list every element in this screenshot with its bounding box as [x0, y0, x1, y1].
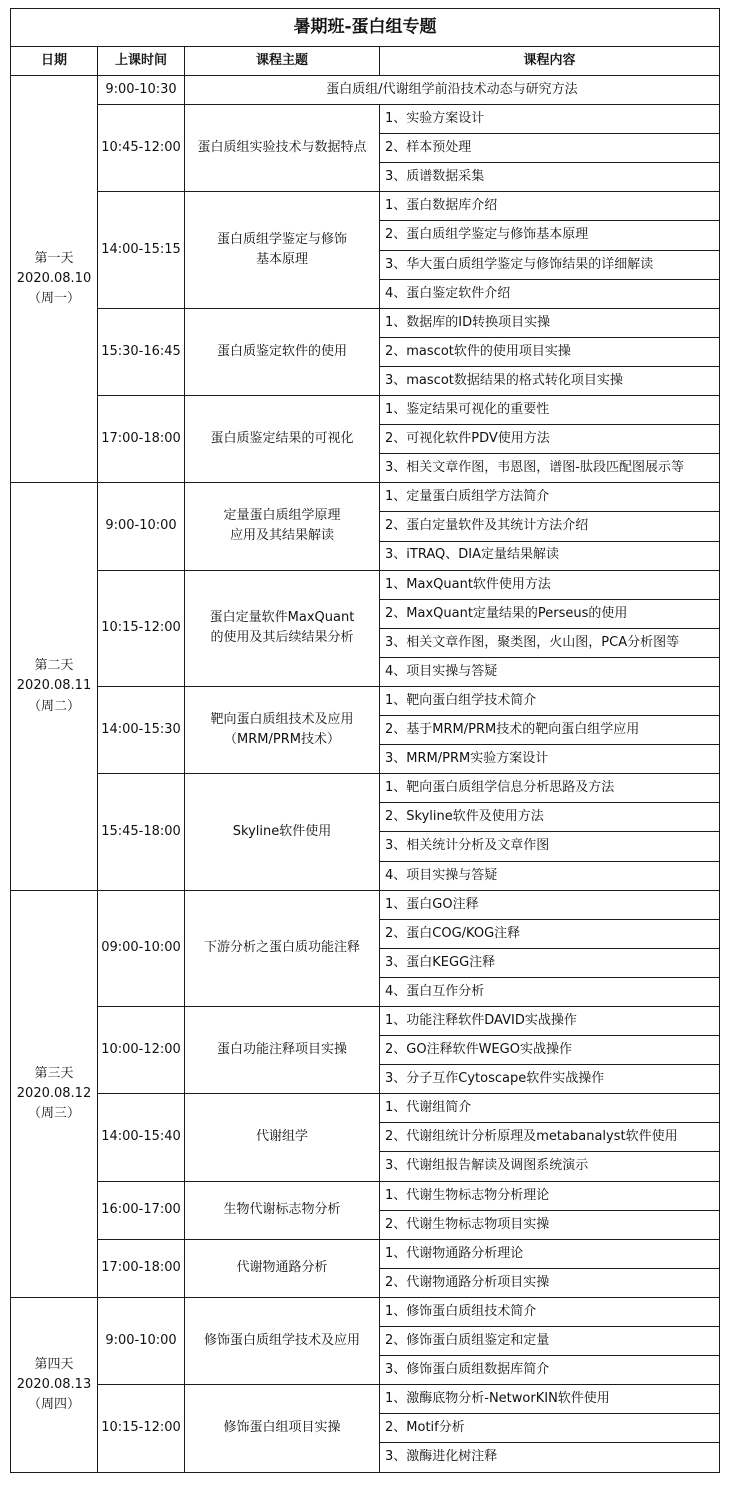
topic-line: 应用及其结果解读 [229, 528, 334, 544]
day-date: 2020.08.11 [16, 678, 92, 694]
session-topic [185, 192, 380, 308]
topic-line: （MRM/PRM技术） [224, 732, 340, 748]
content-item: 4、蛋白鉴定软件介绍 [380, 279, 720, 308]
day-weekday: （周一） [27, 291, 80, 307]
session-time: 9:00-10:30 [98, 76, 185, 105]
session-topic [185, 1181, 380, 1239]
session-time: 14:00-15:40 [98, 1094, 185, 1181]
content-item: 1、代谢物通路分析理论 [380, 1239, 720, 1268]
session-time: 9:00-10:00 [98, 483, 185, 570]
content-item: 2、MaxQuant定量结果的Perseus的使用 [380, 599, 720, 628]
content-item: 1、代谢组简介 [380, 1094, 720, 1123]
content-item: 2、样本预处理 [380, 134, 720, 163]
session-topic [185, 105, 380, 192]
session-time: 15:45-18:00 [98, 774, 185, 890]
content-item: 2、蛋白质组学鉴定与修饰基本原理 [380, 221, 720, 250]
content-item: 3、华大蛋白质组学鉴定与修饰结果的详细解读 [380, 250, 720, 279]
table-row [11, 686, 720, 715]
schedule-table [10, 8, 720, 1473]
content-item: 1、代谢生物标志物分析理论 [380, 1181, 720, 1210]
table-row [11, 1297, 720, 1326]
header-date: 日期 [11, 47, 98, 76]
day-weekday: （周二） [27, 698, 80, 714]
day-weekday: （周四） [27, 1396, 80, 1412]
topic-line: 的使用及其后续结果分析 [210, 630, 354, 646]
session-topic [185, 1385, 380, 1472]
table-row [11, 483, 720, 512]
content-item: 4、蛋白互作分析 [380, 977, 720, 1006]
session-time: 9:00-10:00 [98, 1297, 185, 1384]
table-row [11, 570, 720, 599]
content-item: 1、靶向蛋白组学技术简介 [380, 686, 720, 715]
table-row [11, 105, 720, 134]
session-time: 10:45-12:00 [98, 105, 185, 192]
session-overview [185, 76, 720, 105]
session-time: 14:00-15:15 [98, 192, 185, 308]
session-time: 15:30-16:45 [98, 308, 185, 395]
content-item: 1、靶向蛋白质组学信息分析思路及方法 [380, 774, 720, 803]
content-item: 1、MaxQuant软件使用方法 [380, 570, 720, 599]
topic-line: 蛋白质组实验技术与数据特点 [197, 140, 367, 156]
day-date: 2020.08.13 [16, 1376, 92, 1392]
content-item: 2、代谢组统计分析原理及metabanalyst软件使用 [380, 1123, 720, 1152]
table-row [11, 1007, 720, 1036]
topic-line: 代谢物通路分析 [236, 1260, 328, 1276]
content-item: 3、mascot数据结果的格式转化项目实操 [380, 366, 720, 395]
content-item: 3、相关文章作图，聚类图，火山图，PCA分析图等 [380, 628, 720, 657]
topic-line: 靶向蛋白质组技术及应用 [210, 711, 354, 727]
session-topic [185, 1007, 380, 1094]
topic-line: 蛋白质组/代谢组学前沿技术动态与研究方法 [326, 81, 578, 97]
session-topic [185, 396, 380, 483]
header-time: 上课时间 [98, 47, 185, 76]
table-row [11, 192, 720, 221]
table-row [11, 396, 720, 425]
topic-line: 基本原理 [255, 252, 308, 268]
topic-line: 定量蛋白质组学原理 [223, 508, 341, 524]
content-item: 3、激酶进化树注释 [380, 1443, 720, 1472]
session-topic [185, 570, 380, 686]
session-time: 17:00-18:00 [98, 1239, 185, 1297]
content-item: 2、代谢生物标志物项目实操 [380, 1210, 720, 1239]
table-row [11, 1094, 720, 1123]
title-row [11, 9, 720, 47]
content-item: 4、项目实操与答疑 [380, 861, 720, 890]
content-item: 3、相关统计分析及文章作图 [380, 832, 720, 861]
content-item: 3、相关文章作图，韦恩图，谱图-肽段匹配图展示等 [380, 454, 720, 483]
content-item: 2、mascot软件的使用项目实操 [380, 337, 720, 366]
session-time: 10:15-12:00 [98, 570, 185, 686]
content-item: 2、蛋白定量软件及其统计方法介绍 [380, 512, 720, 541]
table-row [11, 774, 720, 803]
topic-line: 蛋白定量软件MaxQuant [209, 610, 355, 626]
day-day: 第四天 [34, 1356, 74, 1372]
session-time: 14:00-15:30 [98, 686, 185, 773]
topic-line: 生物代谢标志物分析 [223, 1202, 341, 1218]
table-title: 暑期班-蛋白组专题 [11, 9, 720, 47]
day-date: 2020.08.12 [16, 1085, 92, 1101]
header-topic: 课程主题 [185, 47, 380, 76]
table-row [11, 890, 720, 919]
content-item: 1、激酶底物分析-NetworKIN软件使用 [380, 1385, 720, 1414]
content-item: 1、蛋白GO注释 [380, 890, 720, 919]
content-item: 3、MRM/PRM实验方案设计 [380, 745, 720, 774]
session-topic [185, 686, 380, 773]
topic-line: 代谢组学 [255, 1129, 308, 1145]
topic-line: Skyline软件使用 [232, 823, 332, 839]
day-day: 第一天 [34, 250, 74, 266]
topic-line: 下游分析之蛋白质功能注释 [203, 940, 360, 956]
day-date: 2020.08.10 [16, 271, 92, 287]
table-row [11, 76, 720, 105]
session-topic [185, 1094, 380, 1181]
content-item: 1、修饰蛋白质组技术简介 [380, 1297, 720, 1326]
content-item: 3、修饰蛋白质组数据库简介 [380, 1356, 720, 1385]
session-time: 10:15-12:00 [98, 1385, 185, 1472]
day-day: 第三天 [34, 1065, 74, 1081]
content-item: 2、Motif分析 [380, 1414, 720, 1443]
day-cell [11, 890, 98, 1297]
topic-line: 蛋白质鉴定结果的可视化 [210, 431, 354, 447]
day-cell [11, 76, 98, 483]
session-time: 09:00-10:00 [98, 890, 185, 1006]
topic-line: 蛋白质组学鉴定与修饰 [216, 231, 347, 247]
content-item: 1、功能注释软件DAVID实战操作 [380, 1007, 720, 1036]
table-row [11, 308, 720, 337]
content-item: 2、修饰蛋白质组鉴定和定量 [380, 1327, 720, 1356]
content-item: 2、可视化软件PDV使用方法 [380, 425, 720, 454]
table-row [11, 1181, 720, 1210]
header-content: 课程内容 [380, 47, 720, 76]
content-item: 2、基于MRM/PRM技术的靶向蛋白组学应用 [380, 716, 720, 745]
content-item: 3、分子互作Cytoscape软件实战操作 [380, 1065, 720, 1094]
day-day: 第二天 [34, 658, 74, 674]
session-topic [185, 308, 380, 395]
content-item: 2、Skyline软件及使用方法 [380, 803, 720, 832]
table-row [11, 1239, 720, 1268]
session-time: 17:00-18:00 [98, 396, 185, 483]
session-time: 16:00-17:00 [98, 1181, 185, 1239]
content-item: 1、蛋白数据库介绍 [380, 192, 720, 221]
content-item: 3、代谢组报告解读及调图系统演示 [380, 1152, 720, 1181]
day-cell [11, 483, 98, 890]
topic-line: 蛋白质鉴定软件的使用 [216, 343, 347, 359]
content-item: 3、质谱数据采集 [380, 163, 720, 192]
content-item: 1、鉴定结果可视化的重要性 [380, 396, 720, 425]
content-item: 1、实验方案设计 [380, 105, 720, 134]
session-time: 10:00-12:00 [98, 1007, 185, 1094]
content-item: 1、定量蛋白质组学方法简介 [380, 483, 720, 512]
day-cell [11, 1297, 98, 1472]
session-topic [185, 890, 380, 1006]
topic-line: 蛋白功能注释项目实操 [216, 1042, 347, 1058]
content-item: 3、蛋白KEGG注释 [380, 948, 720, 977]
content-item: 1、数据库的ID转换项目实操 [380, 308, 720, 337]
header-row [11, 47, 720, 76]
content-item: 3、iTRAQ、DIA定量结果解读 [380, 541, 720, 570]
day-weekday: （周三） [27, 1105, 80, 1121]
topic-line: 修饰蛋白组项目实操 [223, 1420, 341, 1436]
content-item: 4、项目实操与答疑 [380, 657, 720, 686]
content-item: 2、GO注释软件WEGO实战操作 [380, 1036, 720, 1065]
topic-line: 修饰蛋白质组学技术及应用 [203, 1333, 360, 1348]
table-row [11, 1385, 720, 1414]
content-item: 2、代谢物通路分析项目实操 [380, 1268, 720, 1297]
session-topic [185, 774, 380, 890]
session-topic [185, 1297, 380, 1384]
session-topic [185, 483, 380, 570]
session-topic [185, 1239, 380, 1297]
content-item: 2、蛋白COG/KOG注释 [380, 919, 720, 948]
